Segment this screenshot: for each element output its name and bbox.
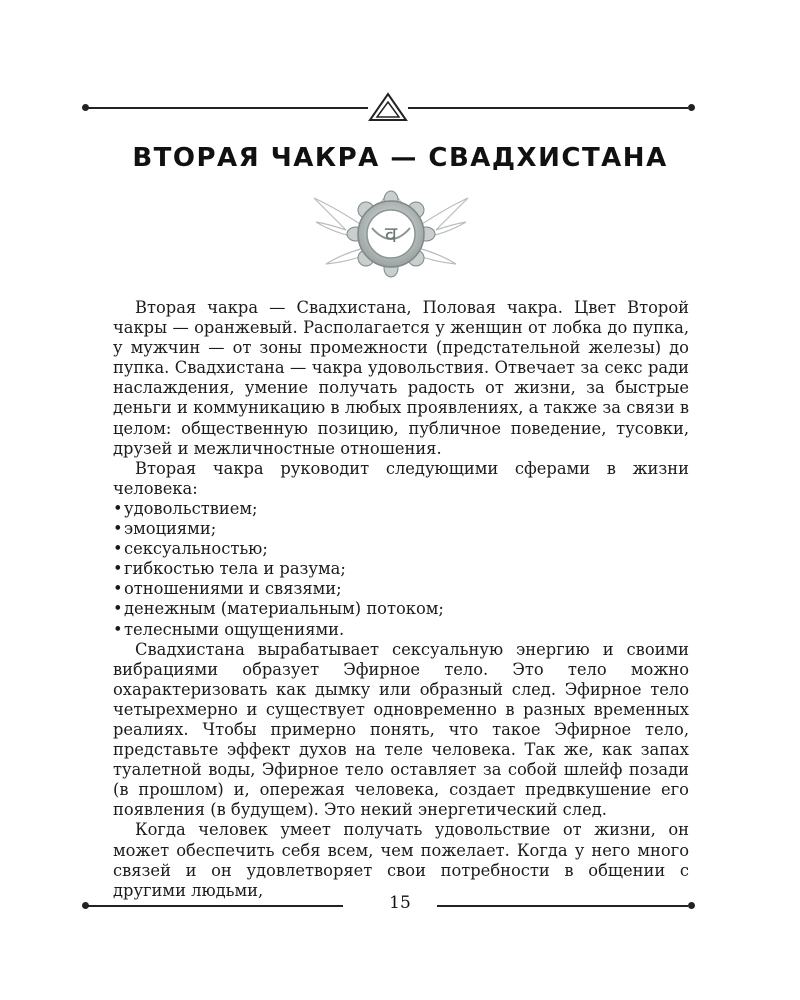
list-item: •телесными ощущениями.: [113, 619, 345, 639]
list-item: •денежным (материальным) потоком;: [113, 599, 444, 619]
emblem-glyph: व: [384, 223, 398, 248]
page-title: ВТОРАЯ ЧАКРА — СВАДХИСТАНА: [132, 143, 668, 173]
spheres-list: [113, 499, 689, 640]
paragraph-list-lead: Вторая чакра руководит следующими сферами в жизни человека:: [113, 458, 689, 498]
chakra-emblem: [306, 188, 476, 282]
lotus-emblem-icon: [306, 188, 476, 278]
list-item: •удовольствием;: [113, 498, 258, 518]
header-right-rule: [408, 107, 688, 109]
list-item: •гибкостью тела и разума;: [113, 559, 346, 579]
footer-left-rule: [88, 905, 343, 907]
list-item: •эмоциями;: [113, 519, 217, 539]
list-item: •отношениями и связями;: [113, 579, 342, 599]
paragraph-pleasure: Когда человек умеет получать удовольствие от жизни, он может обеспечить себя всем, чем пожелает. Когда у него много связей и он удовлетворяет свои потребности в общении с другими людьми,: [113, 820, 689, 900]
paragraph-intro: Вторая чакра — Свадхистана, Половая чакра. Цвет Второй чакры — оранжевый. Располагается у женщин от лобка до пупка, у мужчин — от зоны промежности (предстательной железы) до пупка. Свадхистана — чакра удовольствия. Отвечает за секс ради наслаждения, умение получать радость от жизни, за быстрые деньги и коммуникацию в любых проявлениях, а также за связи в целом: общественную позицию, публичное поведение, тусовки, друзей и межличностные отношения.: [113, 298, 689, 458]
triangle-ornament-icon: [368, 92, 408, 122]
paragraph-etheric-body: Свадхистана вырабатывает сексуальную энергию и своими вибрациями образует Эфирное тело. Это тело можно охарактеризовать как дымку или образный след. Эфирное тело четырехмерно и существует одновременно в разных временных реалиях. Чтобы примерно понять, что такое Эфирное тело, представьте эффект духов на теле человека. Так же, как запах туалетной воды, Эфирное тело оставляет за собой шлейф позади (в прошлом) и, опережая человека, создает предвкушение его появления (в будущем). Это некий энергетический след.: [113, 639, 689, 820]
footer-right-rule: [437, 905, 688, 907]
header-right-dot: [688, 104, 695, 111]
header-left-rule: [88, 107, 368, 109]
body-text: [113, 298, 689, 901]
page-number: 15: [389, 893, 411, 913]
list-item: •сексуальностью;: [113, 539, 268, 559]
footer-right-dot: [688, 902, 695, 909]
